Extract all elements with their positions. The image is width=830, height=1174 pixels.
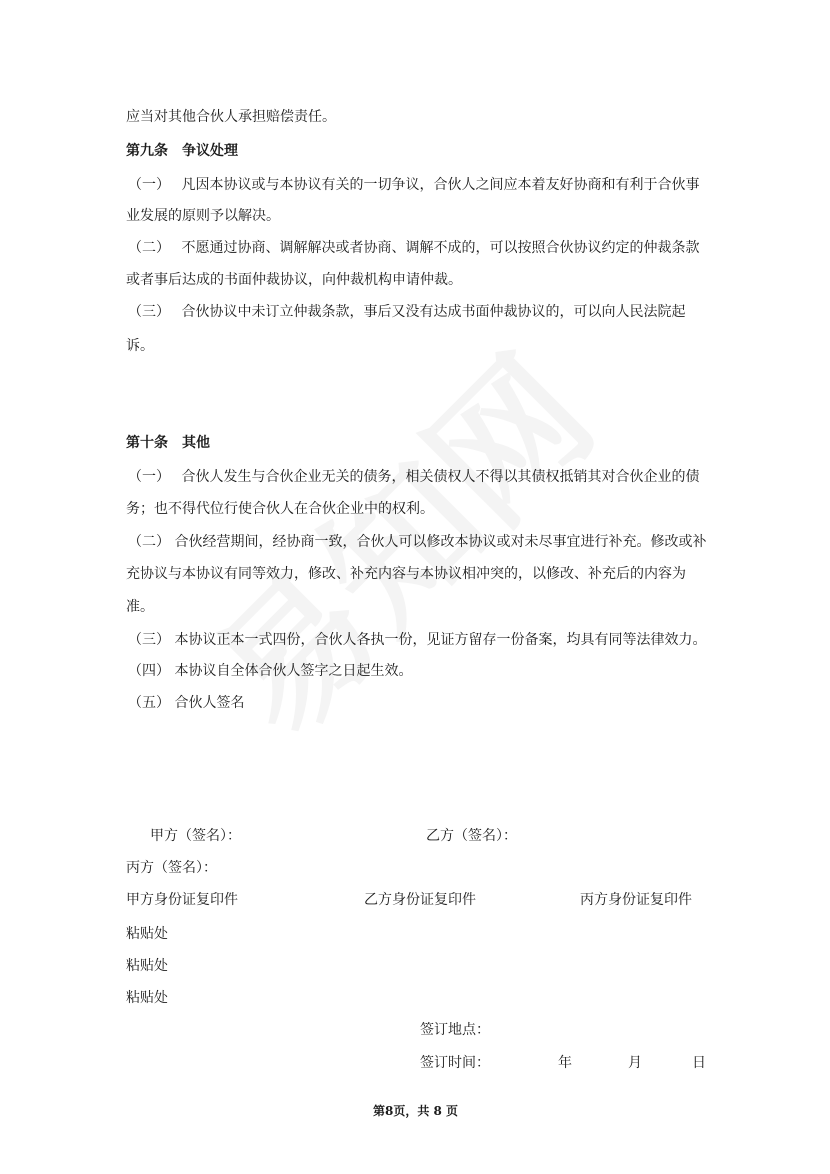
article-9-item-3-line-2: 诉。 <box>126 338 154 354</box>
article-9-title: 第九条 争议处理 <box>126 143 238 159</box>
article-9-item-3-line-1: （三） 合伙协议中未订立仲裁条款，事后又没有达成书面仲裁协议的，可以向人民法院起 <box>128 304 686 320</box>
article-9-item-1-line-1: （一） 凡因本协议或与本协议有关的一切争议，合伙人之间应本着友好协商和有利于合伙事 <box>128 177 700 193</box>
signing-day: 日 <box>692 1055 706 1071</box>
article-10-item-2-line-3: 准。 <box>126 599 154 615</box>
paste-area-1: 粘贴处 <box>126 926 168 942</box>
article-10-item-4: （四） 本协议自全体合伙人签字之日起生效。 <box>128 663 413 679</box>
article-10-item-2-line-2: 充协议与本协议有同等效力，修改、补充内容与本协议相冲突的，以修改、补充后的内容为 <box>126 566 686 582</box>
article-10-item-1-line-2: 务；也不得代位行使合伙人在合伙企业中的权利。 <box>126 501 434 517</box>
party-c-signature: 丙方（签名）： <box>126 860 217 876</box>
signing-month: 月 <box>628 1055 642 1071</box>
article-10-title: 第十条 其他 <box>126 435 210 451</box>
article-9-item-1-line-2: 业发展的原则予以解决。 <box>126 208 280 224</box>
article-10-item-3: （三） 本协议正本一式四份，合伙人各执一份，见证方留存一份备案，均具有同等法律效力。 <box>128 632 707 648</box>
party-c-id-copy: 丙方身份证复印件 <box>580 892 692 908</box>
article-10-item-1-line-1: （一） 合伙人发生与合伙企业无关的债务，相关债权人不得以其债权抵销其对合伙企业的债 <box>128 469 700 485</box>
paste-area-2: 粘贴处 <box>126 958 168 974</box>
page-footer: 第8页，共 8 页 <box>373 1104 459 1118</box>
paste-area-3: 粘贴处 <box>126 990 168 1006</box>
party-b-signature: 乙方（签名）： <box>426 828 517 844</box>
article-9-item-2-line-2: 或者事后达成的书面仲裁协议，向仲裁机构申请仲裁。 <box>126 272 462 288</box>
signing-time: 签订时间： <box>420 1055 490 1071</box>
signing-year: 年 <box>558 1055 572 1071</box>
party-a-signature: 甲方（签名）： <box>150 828 241 844</box>
article-9-item-2-line-1: （二） 不愿通过协商、调解解决或者协商、调解不成的，可以按照合伙协议约定的仲裁条款 <box>128 240 700 256</box>
continuation-text: 应当对其他合伙人承担赔偿责任。 <box>126 109 336 125</box>
article-10-item-5: （五） 合伙人签名 <box>128 695 245 711</box>
party-a-id-copy: 甲方身份证复印件 <box>126 892 238 908</box>
article-10-item-2-line-1: （二） 合伙经营期间，经协商一致，合伙人可以修改本协议或对未尽事宜进行补充。修改或补 <box>128 534 707 550</box>
party-b-id-copy: 乙方身份证复印件 <box>364 892 476 908</box>
signing-place: 签订地点： <box>420 1022 490 1038</box>
